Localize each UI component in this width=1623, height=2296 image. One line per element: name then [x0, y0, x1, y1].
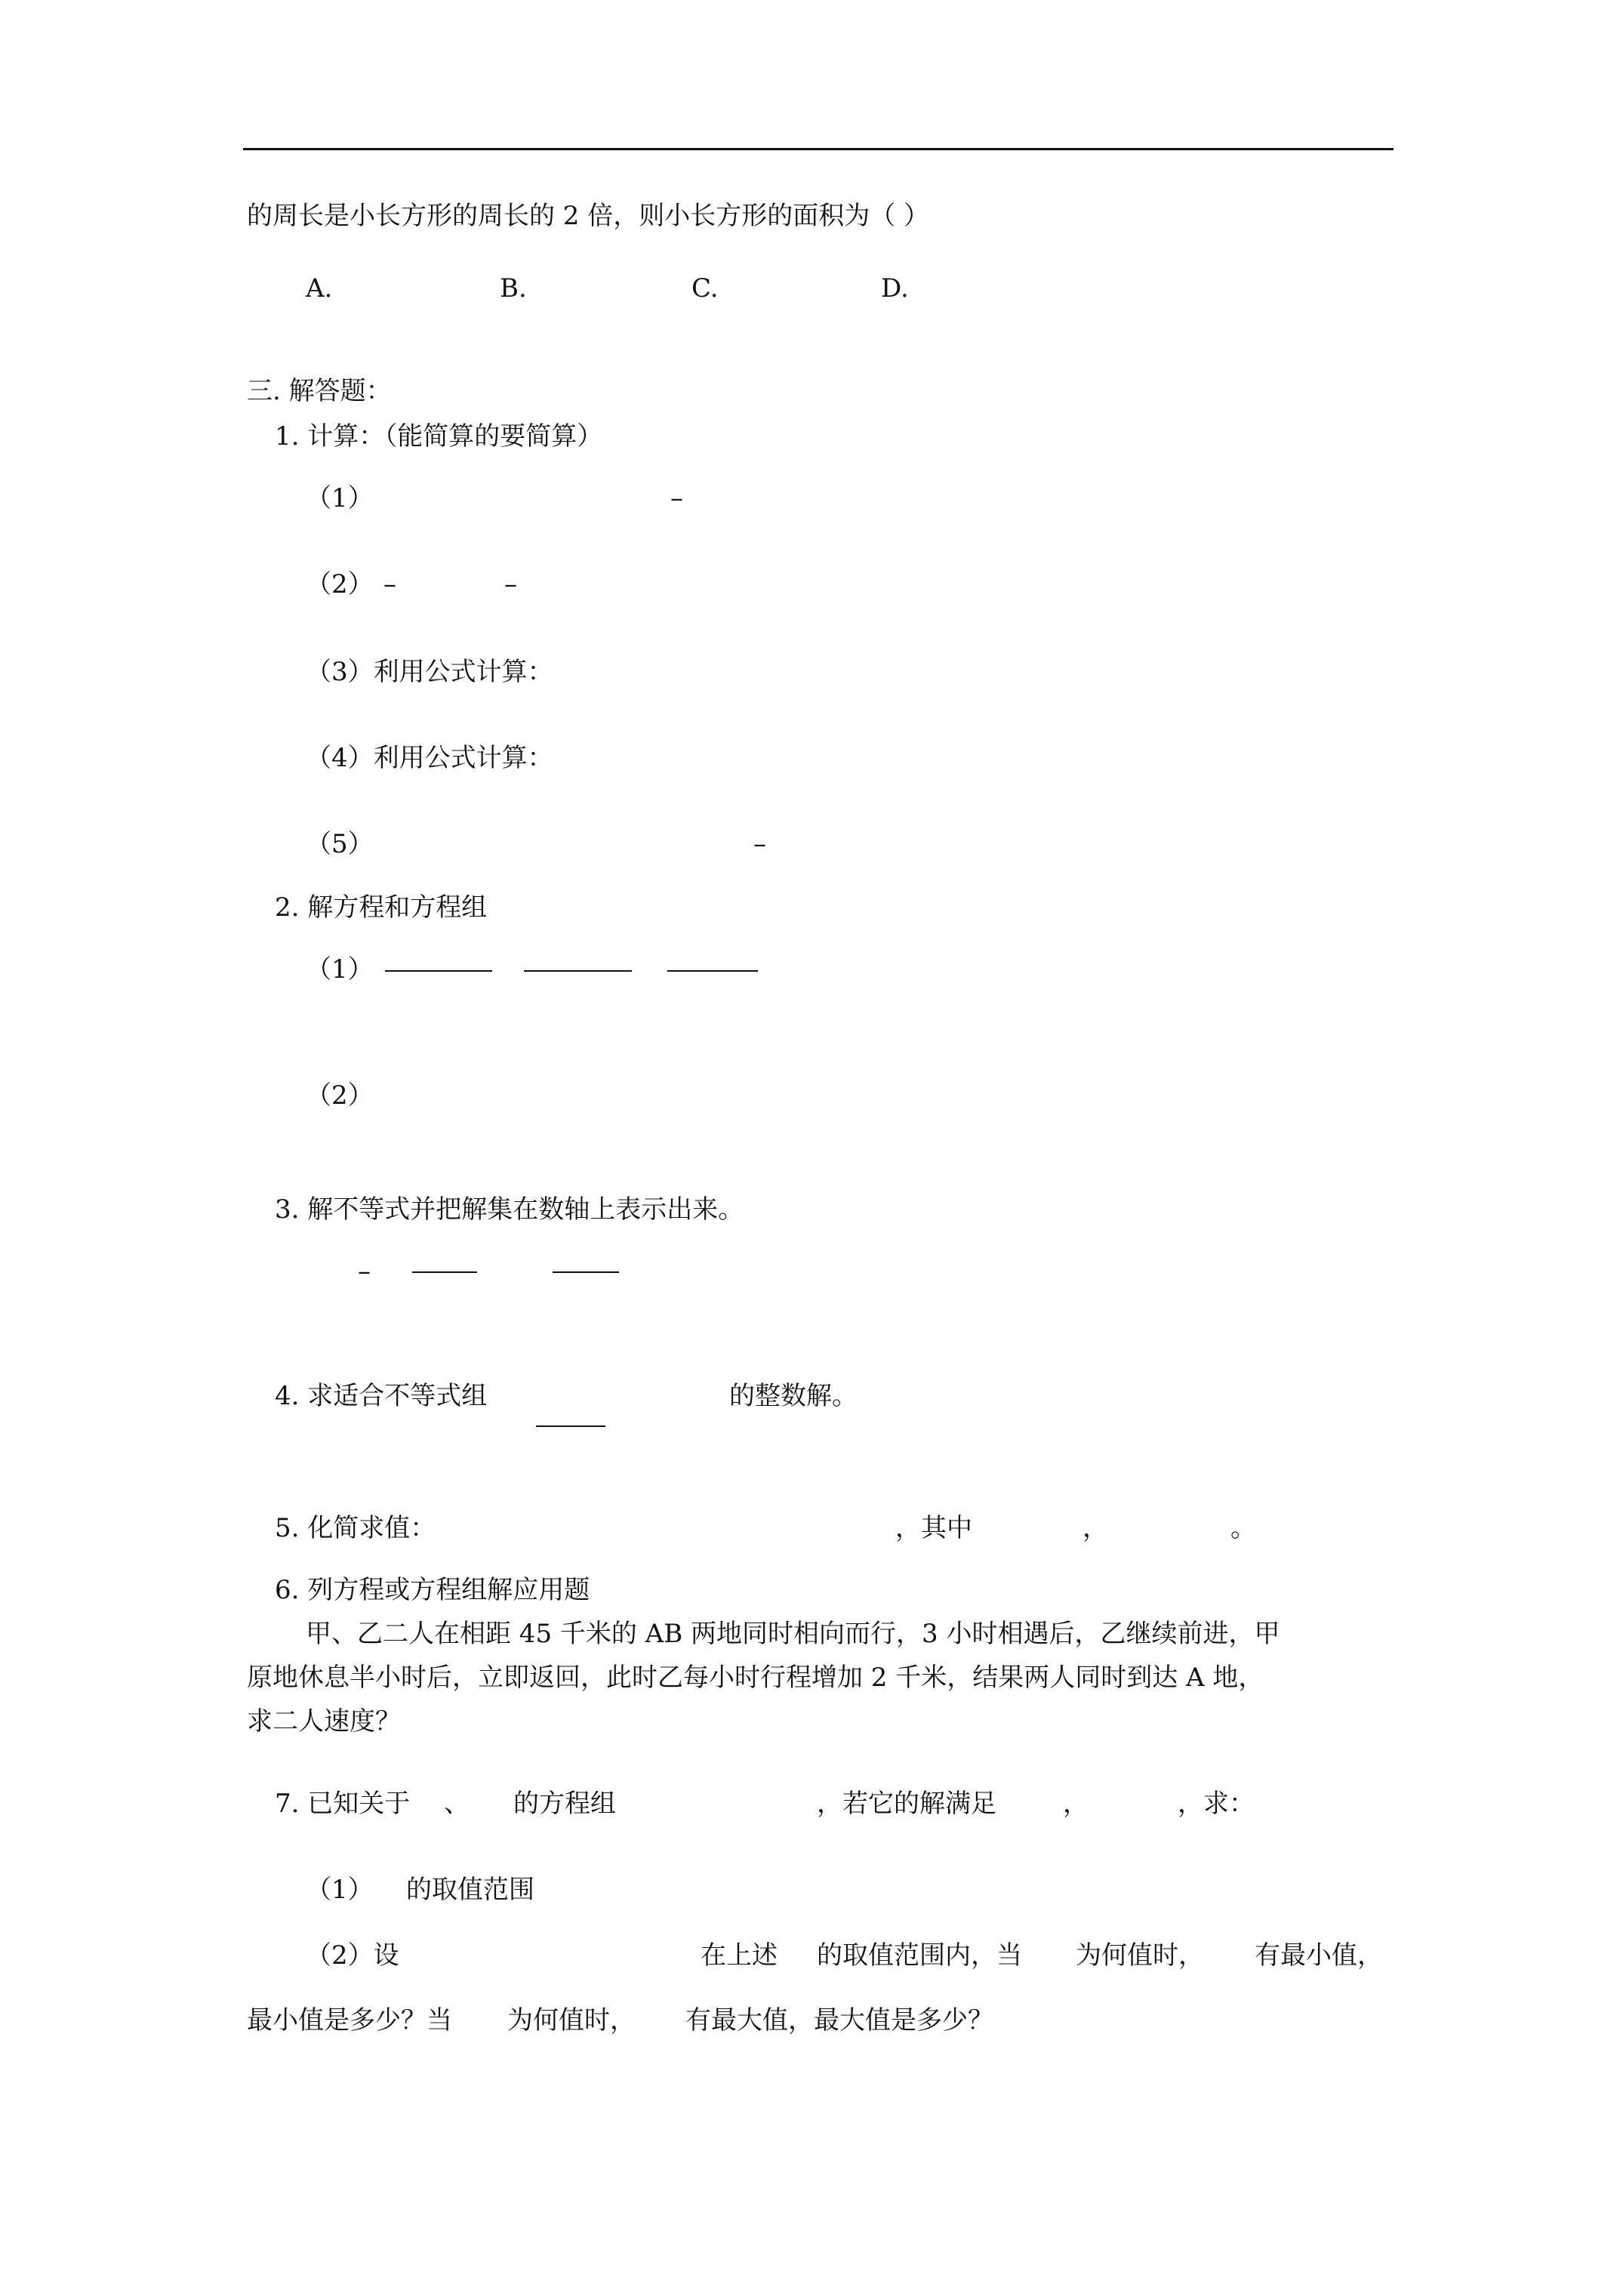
q7-part3-a: 最小值是多少？当: [247, 2005, 452, 2036]
q6-line3: 求二人速度？: [247, 1706, 401, 1737]
option-c: C.: [691, 273, 719, 304]
q2-title: 2. 解方程和方程组: [275, 892, 488, 923]
fraction-bar: [524, 970, 632, 972]
q7-part1-b: 的取值范围: [406, 1875, 534, 1905]
option-b: B.: [500, 273, 527, 304]
q1-part2-minus-a: –: [383, 569, 396, 599]
option-a: A.: [306, 273, 333, 304]
q7-part2-c: 的取值范围内，当: [817, 1940, 1022, 1971]
q3-minus: –: [358, 1256, 371, 1287]
q3-title: 3. 解不等式并把解集在数轴上表示出来。: [275, 1194, 744, 1225]
q1-part4: （4）利用公式计算：: [306, 743, 553, 773]
fraction-bar: [385, 970, 492, 972]
q7-part2-d: 为何值时，: [1076, 1940, 1204, 1971]
q4-tail: 的整数解。: [729, 1381, 858, 1411]
q7-part2-b: 在上述: [701, 1940, 778, 1971]
q1-part3: （3）利用公式计算：: [306, 657, 553, 687]
q1-part1-minus: –: [670, 483, 683, 513]
q7-part2-a: （2）设: [306, 1940, 399, 1971]
q7-b: 、: [444, 1789, 470, 1819]
q1-title: 1. 计算：（能简算的要简算）: [275, 421, 603, 451]
option-d: D.: [881, 273, 909, 304]
q1-part1: （1）: [306, 483, 374, 513]
q7-c: 的方程组: [513, 1789, 616, 1819]
q7-e: ，: [1063, 1789, 1089, 1819]
q5-where: ，其中: [895, 1513, 972, 1543]
q1-part5: （5）: [306, 829, 374, 859]
q7-f: ，求：: [1178, 1789, 1255, 1819]
q6-title: 6. 列方程或方程组解应用题: [275, 1575, 590, 1605]
fraction-bar: [553, 1271, 619, 1273]
fraction-bar: [667, 970, 758, 972]
header-rule: [243, 148, 1394, 150]
q7-part2-e: 有最小值，: [1255, 1940, 1383, 1971]
fraction-bar: [536, 1425, 605, 1427]
q6-line2: 原地休息半小时后，立即返回，此时乙每小时行程增加 2 千米，结果两人同时到达 A 地，: [247, 1663, 1264, 1693]
q7-part1-a: （1）: [306, 1875, 374, 1905]
q5-comma: ，: [1083, 1513, 1108, 1543]
q7-part3-c: 有最大值，最大值是多少？: [685, 2005, 993, 2036]
q5-lead: 5. 化简求值：: [275, 1513, 436, 1543]
q1-part5-minus: –: [753, 829, 766, 859]
q1-part2: （2）: [306, 569, 374, 599]
q5-end: 。: [1230, 1513, 1256, 1543]
q2-part2: （2）: [306, 1080, 374, 1111]
q7-d: ，若它的解满足: [817, 1789, 996, 1819]
q1-part2-minus-b: –: [504, 569, 517, 599]
q2-part1: （1）: [306, 954, 374, 985]
q7-part3-b: 为何值时，: [507, 2005, 636, 2036]
fraction-bar: [412, 1271, 477, 1273]
q7-a: 7. 已知关于: [275, 1789, 411, 1819]
q6-line1: 甲、乙二人在相距 45 千米的 AB 两地同时相向而行，3 小时相遇后，乙继续前进，甲: [306, 1619, 1280, 1649]
q4-lead: 4. 求适合不等式组: [275, 1381, 488, 1411]
question-continuation: 的周长是小长方形的周长的 2 倍，则小长方形的面积为（ ）: [247, 201, 930, 231]
section-heading: 三. 解答题：: [247, 376, 392, 406]
